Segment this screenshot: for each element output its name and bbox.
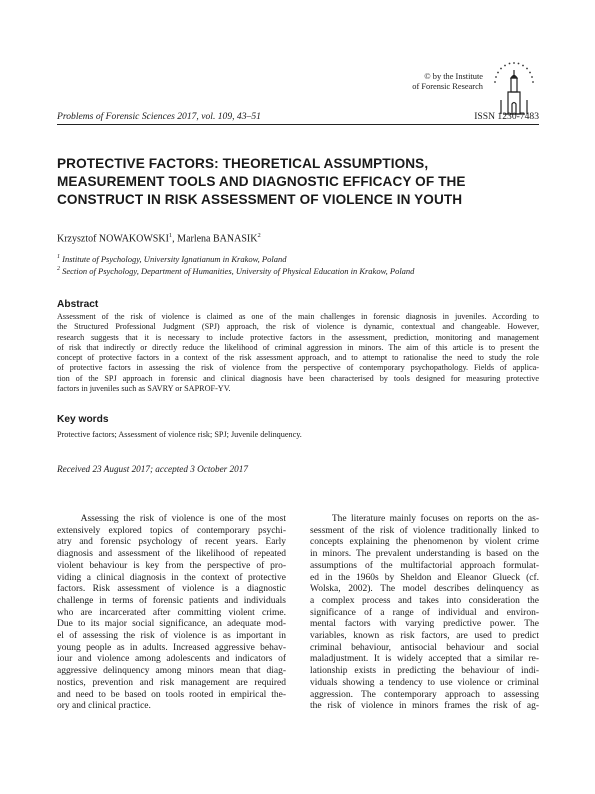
body-line: sessment of the risk of violence traditionally linked to xyxy=(310,525,539,536)
body-line: Assessing the risk of violence is one of the most xyxy=(57,514,286,524)
title-line: PROTECTIVE FACTORS: THEORETICAL ASSUMPTIONS, xyxy=(57,156,429,171)
body-line: The literature mainly focuses on reports on the as- xyxy=(310,514,539,524)
body-line: viding a clinical diagnosis in the context of protective xyxy=(57,572,286,583)
keywords-text: Protective factors; Assessment of violence risk; SPJ; Juvenile delinquency. xyxy=(57,430,302,439)
affiliation-marker: 1 xyxy=(57,254,60,261)
abstract-line: of protective factors in assessing the risk of violence from the perspective of contemporary psychopathology. Fields of applica- xyxy=(57,363,539,373)
body-line: a complex process and takes into consideration the xyxy=(310,595,539,606)
body-column-right xyxy=(310,514,539,713)
abstract-heading: Abstract xyxy=(57,299,99,310)
body-line: diagnosis and assessment of the likelihood of repeated xyxy=(57,549,286,560)
abstract-line: of risk that indirectly or directly reduce the likelihood of criminal aggression in minors. The aim of this article is to present the xyxy=(57,342,539,352)
abstract-line: research suggests that it is necessary to include protective factors in the assessment, prediction, monitoring and management xyxy=(57,332,539,342)
copyright-line-2: of Forensic Research xyxy=(412,82,483,91)
body-line: young people as in adults. Increased aggressive behav- xyxy=(57,642,286,653)
affiliation-text: Institute of Psychology, University Ignatianum in Krakow, Poland xyxy=(62,254,287,264)
author-name: Krzysztof NOWAKOWSKI xyxy=(57,233,169,245)
body-line: ory and clinical practice. xyxy=(57,701,151,712)
body-line: assumptions of the multifactorial approach formulat- xyxy=(310,560,539,571)
body-line: atry and forensic psychology of recent years. Early xyxy=(57,537,286,548)
title-line: MEASUREMENT TOOLS AND DIAGNOSTIC EFFICACY OF THE xyxy=(57,174,466,189)
body-line: lationship exists in predicting the behaviour of indi- xyxy=(310,666,539,677)
body-column-left xyxy=(57,514,286,713)
body-line: iour and violence among adolescents and indicators of xyxy=(57,654,286,665)
issn: ISSN 1230-7483 xyxy=(474,111,539,122)
author-name: Marlena BANASIK xyxy=(177,233,258,245)
journal-citation: Problems of Forensic Sciences 2017, vol. 109, 43–51 xyxy=(57,111,261,122)
affiliation-marker: 2 xyxy=(257,232,261,239)
abstract-line: the Structured Professional Judgment (SPJ) approach, the risk of violence is dynamic, contextual and changeable. However, xyxy=(57,322,539,332)
affiliation-marker: 2 xyxy=(57,266,60,273)
body-line: and need to be based on tools rooted in empirical the- xyxy=(57,689,286,700)
body-line: violent behaviour is key from the perspective of pro- xyxy=(57,560,286,571)
body-line: ed in the 1960s by Sheldon and Eleanor Glueck (cf. xyxy=(310,572,539,583)
body-line: concepts explaining the phenomenon by violent crime xyxy=(310,537,539,548)
body-line: aggression. The contemporary approach to assessing xyxy=(310,689,539,700)
header-divider xyxy=(57,124,539,125)
abstract-line: factors in juveniles such as SAVRY or SAPROF-YV. xyxy=(57,384,231,394)
body-line: aggressive delinquency among minors mean that diag- xyxy=(57,666,286,677)
body-line: maladjustment. It is widely accepted that a similar re- xyxy=(310,654,539,665)
body-line: extensively explored topics of contemporary psychi- xyxy=(57,525,286,536)
body-line: the risk of violence in minors frames the risk of ag- xyxy=(310,701,539,712)
body-line: in minors. The prevalent understanding is based on the xyxy=(310,549,539,560)
copyright-notice xyxy=(412,72,483,92)
article-title xyxy=(57,155,537,209)
abstract-line: concept of protective factors in a context of the risk assessment approach, and to attempt to rationalise the need to study the role xyxy=(57,353,539,363)
author-separator: , xyxy=(172,233,178,245)
body-line: variables, known as risk factors, are used to predict xyxy=(310,631,539,642)
affiliation-marker: 1 xyxy=(168,232,173,239)
body-line: nostics, prevention and risk management are required xyxy=(57,677,286,688)
body-line: Wolska, 2002). The model describes delinquency as xyxy=(310,584,539,595)
body-line: factors. Risk assessment of violence is a diagnostic xyxy=(57,584,286,595)
copyright-line-1: © by the Institute xyxy=(424,72,483,81)
abstract-line: Assessment of the risk of violence is claimed as one of the main challenges in forensic diagnosis in juveniles. According to xyxy=(57,312,539,321)
body-line: viduals showing a tendency to use violence or criminal xyxy=(310,677,539,688)
keywords-heading: Key words xyxy=(57,414,109,425)
title-line: CONSTRUCT IN RISK ASSESSMENT OF VIOLENCE IN YOUTH xyxy=(57,192,463,207)
affiliation xyxy=(57,266,414,276)
body-line: challenge in terms of forensic patients and individuals xyxy=(57,595,286,606)
affiliation xyxy=(57,254,286,264)
received-dates: Received 23 August 2017; accepted 3 October 2017 xyxy=(57,464,248,474)
body-line: significance of a range of individual and environ- xyxy=(310,607,539,618)
body-line: el of assessing the risk of violence is as important in xyxy=(57,631,286,642)
abstract-text xyxy=(57,312,539,394)
affiliation-text: Section of Psychology, Department of Humanities, University of Physical Education in Krakow, Poland xyxy=(62,266,415,276)
authors xyxy=(57,232,261,244)
body-line: mental factors with varying predictive power. The xyxy=(310,619,539,630)
body-line: Due to its major social significance, an adequate mod- xyxy=(57,619,286,630)
abstract-line: tion of the SPJ approach in forensic and clinical diagnosis have been characterised by tools designed for measuring protective xyxy=(57,373,539,383)
body-line: who are incarcerated after committing violent crime. xyxy=(57,607,286,618)
body-line: criminal behaviour, antisocial behaviour and social xyxy=(310,642,539,653)
